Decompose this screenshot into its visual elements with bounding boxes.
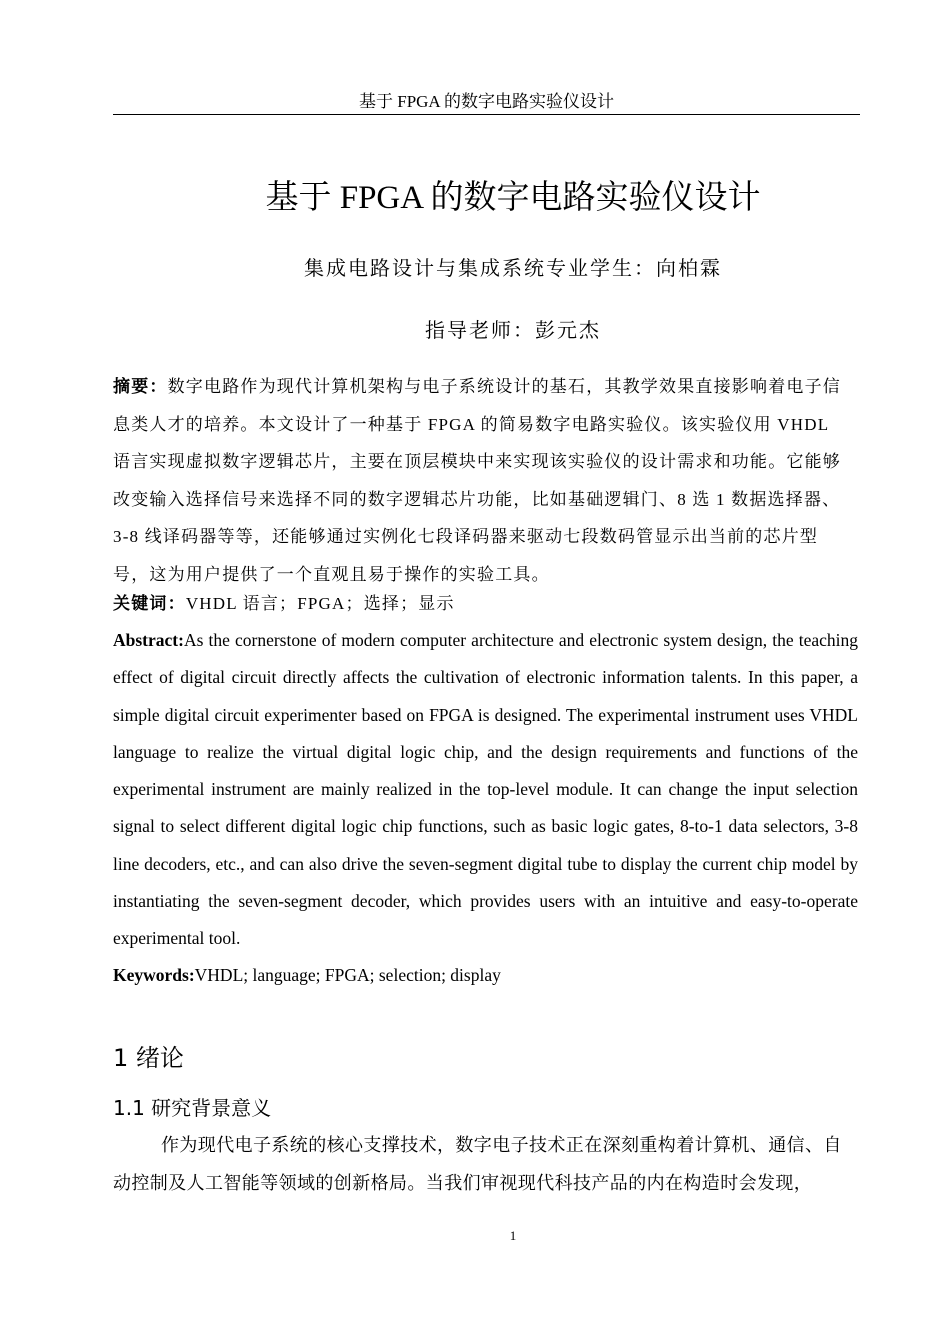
- header-rule: [113, 114, 860, 115]
- abstract-english: [113, 622, 858, 958]
- keywords-chinese-label: 关键词：: [113, 594, 186, 613]
- keywords-english-text: VHDL; language; FPGA; selection; display: [194, 965, 501, 985]
- page-number: 1: [509, 1228, 517, 1243]
- paper-title: 基于 FPGA 的数字电路实验仪设计: [265, 180, 761, 216]
- advisor-line: 指导老师：彭元杰: [425, 320, 601, 342]
- section-heading-1: 1 绪论: [113, 1044, 184, 1072]
- abstract-english-text: As the cornerstone of modern computer architecture and electronic system design, the teaching effect of digital circuit directly affects the cultivation of electronic information talents. In this paper, a simple digital circuit experimenter based on FPGA is designed. The experimental instrument uses VHDL language to realize the virtual digital logic chip, and the design requirements and functions of the experimental instrument are mainly realized in the top-level module. It can change the input selection signal to select different digital logic chip functions, such as basic logic gates, 8-to-1 data selectors, 3-8 line decoders, etc., and can also drive the seven-segment digital tube to display the current chip model by instantiating the seven-segment decoder, which provides users with an intuitive and easy-to-operate experimental tool.: [113, 630, 858, 949]
- keywords-english: [113, 962, 860, 988]
- section-heading-1-1: 1.1 研究背景意义: [113, 1096, 272, 1120]
- keywords-chinese-text: VHDL 语言；FPGA；选择；显示: [185, 594, 455, 613]
- running-header: 基于 FPGA 的数字电路实验仪设计: [358, 92, 615, 111]
- author-line: 集成电路设计与集成系统专业学生：向柏霖: [304, 258, 722, 280]
- abstract-chinese: [113, 368, 845, 594]
- abstract-english-label: Abstract:: [113, 630, 184, 650]
- keywords-english-label: Keywords:: [113, 965, 195, 985]
- body-paragraph: 作为现代电子系统的核心支撑技术，数字电子技术正在深刻重构着计算机、通信、自动控制及人工智能等领域的创新格局。当我们审视现代科技产品的内在构造时会发现，: [113, 1135, 842, 1193]
- abstract-chinese-text: 数字电路作为现代计算机架构与电子系统设计的基石，其教学效果直接影响着电子信息类人才的培养。本文设计了一种基于 FPGA 的简易数字电路实验仪。该实验仪用 VHDL 语言实现虚拟数字逻辑芯片，主要在顶层模块中来实现该实验仪的设计需求和功能。它能够改变输入选择信号来选择不同的数字逻辑芯片功能，比如基础逻辑门、8 选 1 数据选择器、3-8 线译码器等等，还能够通过实例化七段译码器来驱动七段数码管显示出当前的芯片型号，这为用户提供了一个直观且易于操作的实验工具。: [113, 377, 842, 584]
- abstract-chinese-label: 摘要：: [113, 377, 168, 396]
- keywords-chinese: [113, 591, 860, 617]
